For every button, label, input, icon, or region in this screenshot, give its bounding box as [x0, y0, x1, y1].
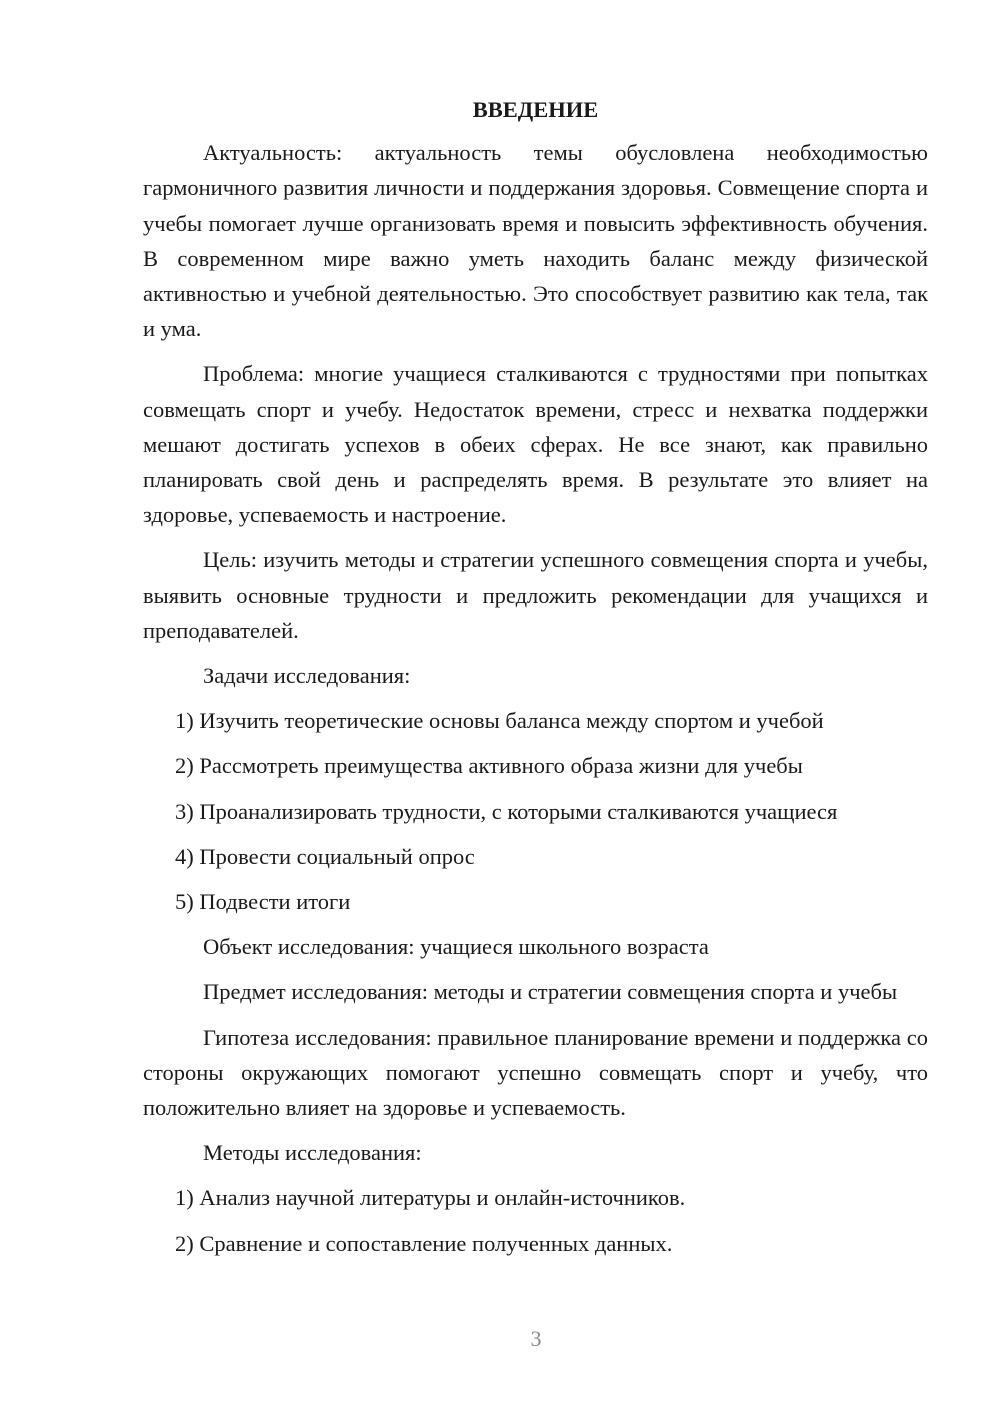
document-body: [143, 92, 928, 1271]
relevance-paragraph: Актуальность: актуальность темы обусловлена необходимостью гармоничного развития личности и поддержания здоровья. Совмещение спорта и учебы помогает лучше организовать время и повысить эффективность обучения. В современном мире важно уметь находить баланс между физической активностью и учебной деятельностью. Это способствует развитию как тела, так и ума.: [143, 140, 928, 342]
section-heading: ВВЕДЕНИЕ: [472, 97, 599, 122]
task-item: 3) Проанализировать трудности, с которыми сталкиваются учащиеся: [175, 798, 838, 824]
object-paragraph: Объект исследования: учащиеся школьного возраста: [203, 934, 709, 960]
methods-label: Методы исследования:: [203, 1140, 422, 1166]
tasks-list: [143, 703, 928, 919]
methods-list: [143, 1180, 928, 1260]
subject-paragraph: Предмет исследования: методы и стратегии совмещения спорта и учебы: [203, 979, 898, 1005]
task-item: 1) Изучить теоретические основы баланса между спортом и учебой: [175, 708, 824, 734]
goal-paragraph: Цель: изучить методы и стратегии успешного совмещения спорта и учебы, выявить основные трудности и предложить рекомендации для учащихся и преподавателей.: [143, 547, 928, 643]
method-item: 2) Сравнение и сопоставление полученных данных.: [175, 1230, 673, 1256]
task-item: 4) Провести социальный опрос: [175, 843, 475, 869]
tasks-label: Задачи исследования:: [203, 663, 411, 689]
method-item: 1) Анализ научной литературы и онлайн-источников.: [175, 1185, 686, 1211]
hypothesis-paragraph: Гипотеза исследования: правильное планирование времени и поддержка со стороны окружающих помогают успешно совмещать спорт и учебу, что положительно влияет на здоровье и успеваемость.: [143, 1024, 928, 1121]
page-number: 3: [530, 1326, 542, 1351]
problem-paragraph: Проблема: многие учащиеся сталкиваются с трудностями при попытках совмещать спорт и учебу. Недостаток времени, стресс и нехватка поддержки мешают достигать успехов в обеих сферах. Не все знают, как правильно планировать свой день и распределять время. В результате это влияет на здоровье, успеваемость и настроение.: [143, 361, 928, 528]
task-item: 5) Подвести итоги: [175, 889, 351, 915]
task-item: 2) Рассмотреть преимущества активного образа жизни для учебы: [175, 753, 803, 779]
